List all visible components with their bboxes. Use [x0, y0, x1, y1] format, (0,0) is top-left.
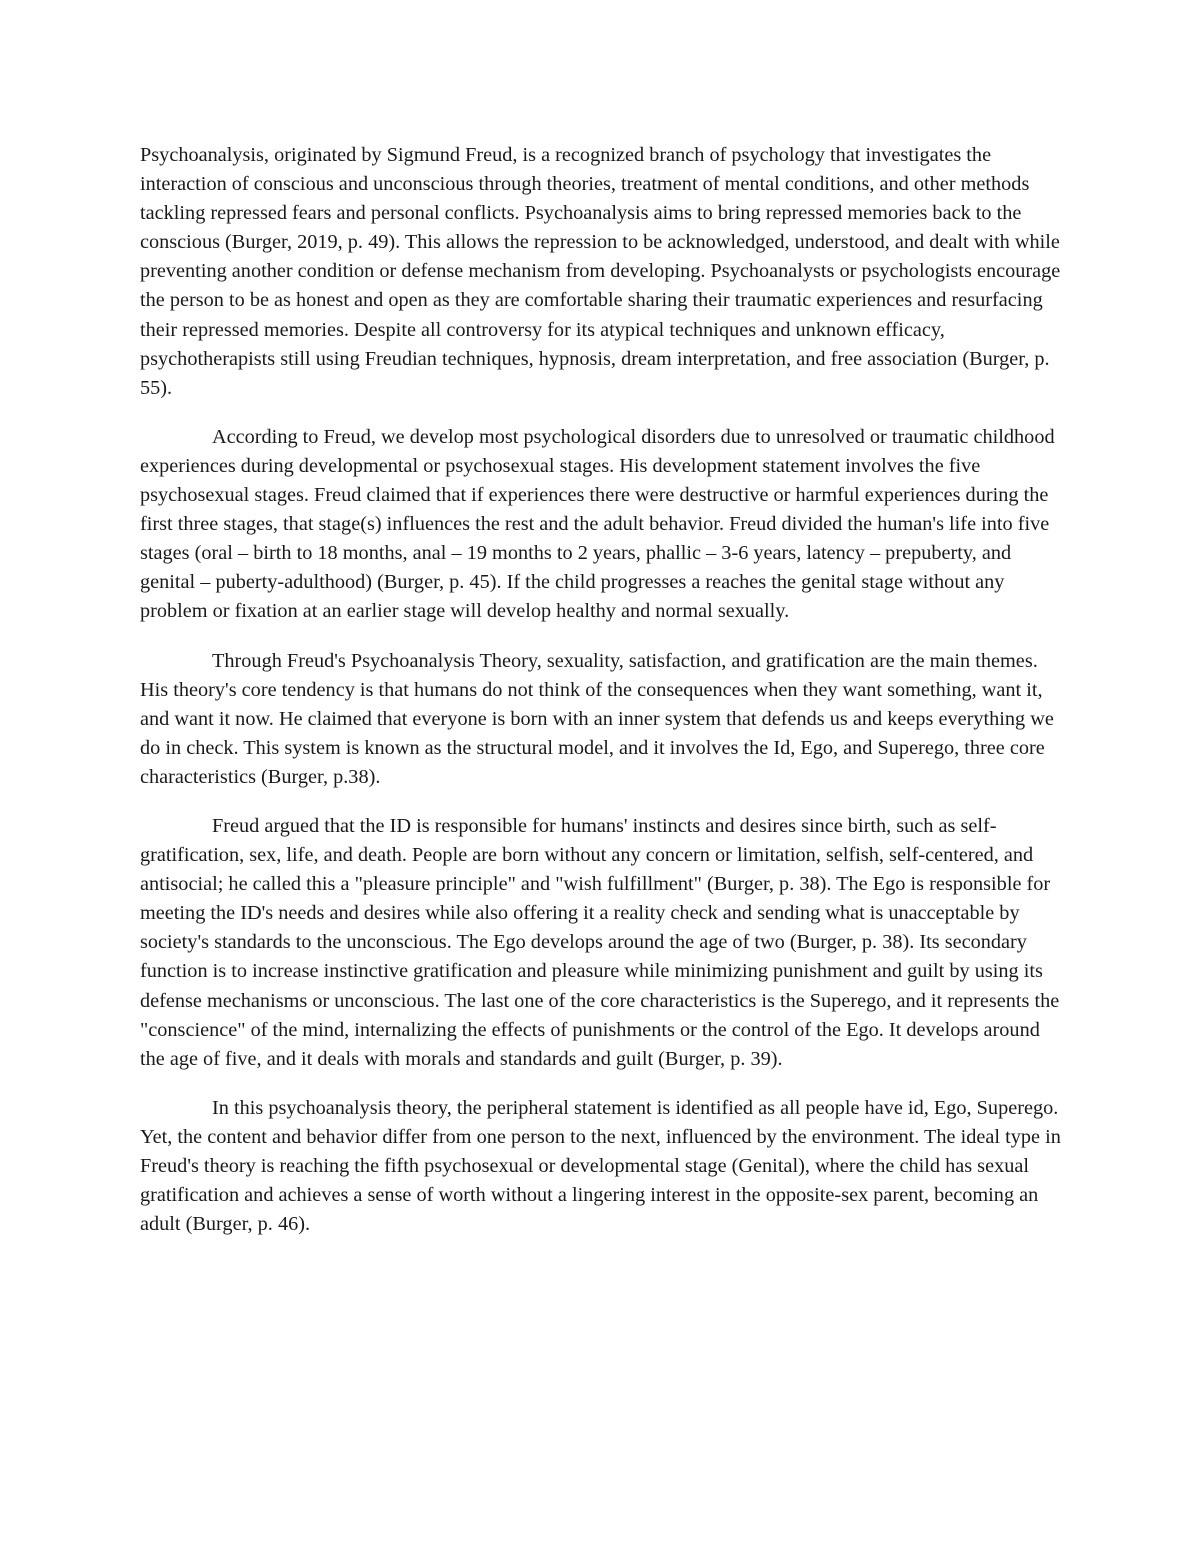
paragraph-2: According to Freud, we develop most psychological disorders due to unresolved or traumatic childhood experiences during developmental or psychosexual stages. His development statement involves the five psychosexual stages. Freud claimed that if experiences there were destructive or harmful experiences during the first three stages, that stage(s) influences the rest and the adult behavior. Freud divided the human's life into five stages (oral – birth to 18 months, anal – 19 months to 2 years, phallic – 3-6 years, latency – prepuberty, and genital – puberty-adulthood) (Burger, p. 45). If the child progresses a reaches the genital stage without any problem or fixation at an earlier stage will develop healthy and normal sexually.: [140, 425, 1055, 623]
document-body: [140, 141, 1068, 1259]
paragraph-1: Psychoanalysis, originated by Sigmund Freud, is a recognized branch of psychology that investigates the interaction of conscious and unconscious through theories, treatment of mental conditions, and other methods tackling repressed fears and personal conflicts. Psychoanalysis aims to bring repressed memories back to the conscious (Burger, 2019, p. 49). This allows the repression to be acknowledged, understood, and dealt with while preventing another condition or defense mechanism from developing. Psychoanalysts or psychologists encourage the person to be as honest and open as they are comfortable sharing their traumatic experiences and resurfacing their repressed memories. Despite all controversy for its atypical techniques and unknown efficacy, psychotherapists still using Freudian techniques, hypnosis, dream interpretation, and free association (Burger, p. 55).: [140, 144, 1061, 399]
paragraph-4: Freud argued that the ID is responsible for humans' instincts and desires since birth, such as self-gratification, sex, life, and death. People are born without any concern or limitation, selfish, self-centered, and antisocial; he called this a "pleasure principle" and "wish fulfillment" (Burger, p. 38). The Ego is responsible for meeting the ID's needs and desires while also offering it a reality check and sending what is unacceptable by society's standards to the unconscious. The Ego develops around the age of two (Burger, p. 38). Its secondary function is to increase instinctive gratification and pleasure while minimizing punishment and guilt by using its defense mechanisms or unconscious. The last one of the core characteristics is the Superego, and it represents the "conscience" of the mind, internalizing the effects of punishments or the control of the Ego. It develops around the age of five, and it deals with morals and standards and guilt (Burger, p. 39).: [140, 814, 1060, 1070]
paragraph-5: In this psychoanalysis theory, the peripheral statement is identified as all people have id, Ego, Superego. Yet, the content and behavior differ from one person to the next, influenced by the environment. The ideal type in Freud's theory is reaching the fifth psychosexual or developmental stage (Genital), where the child has sexual gratification and achieves a sense of worth without a lingering interest in the opposite-sex parent, becoming an adult (Burger, p. 46).: [140, 1096, 1061, 1236]
paragraph-3: Through Freud's Psychoanalysis Theory, sexuality, satisfaction, and gratification are the main themes. His theory's core tendency is that humans do not think of the consequences when they want something, want it, and want it now. He claimed that everyone is born with an inner system that defends us and keeps everything we do in check. This system is known as the structural model, and it involves the Id, Ego, and Superego, three core characteristics (Burger, p.38).: [140, 649, 1054, 788]
